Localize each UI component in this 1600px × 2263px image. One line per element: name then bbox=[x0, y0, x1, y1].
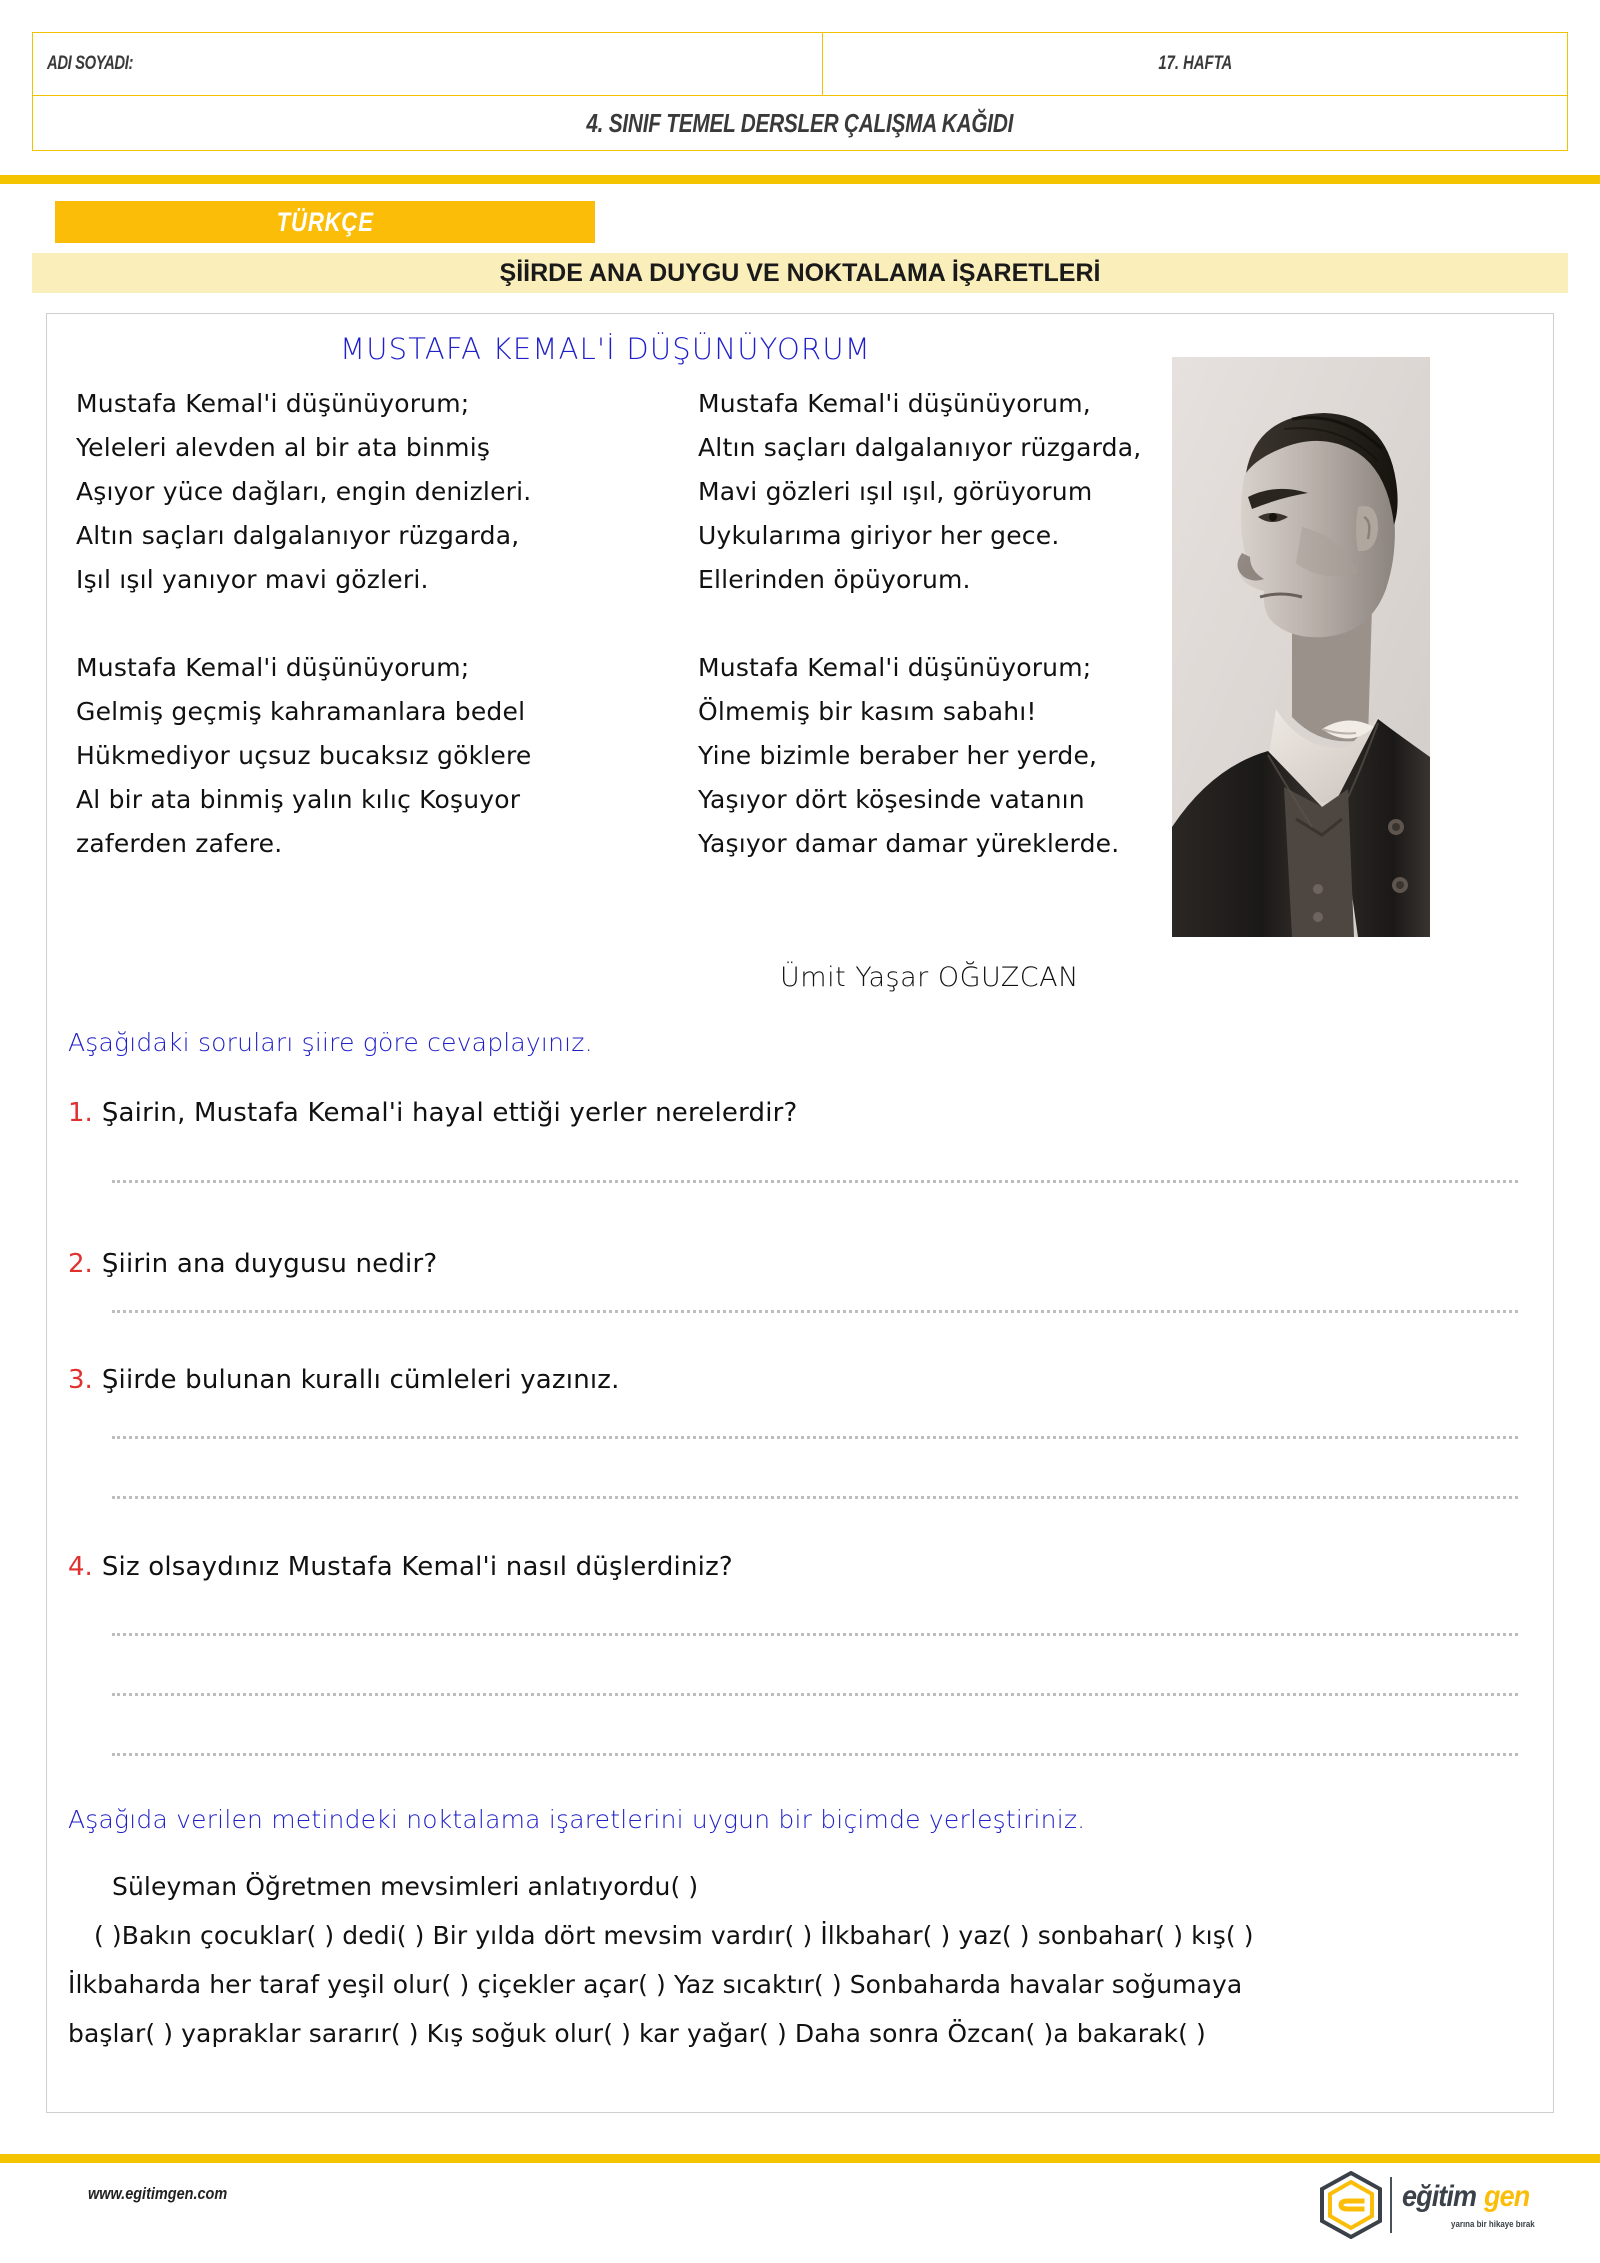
poem-line: Ölmemiş bir kasım sabahı! bbox=[698, 697, 1037, 726]
ataturk-portrait-photo bbox=[1172, 357, 1430, 937]
poem-line: Yeleleri alevden al bir ata binmiş bbox=[76, 433, 491, 462]
question-item bbox=[68, 1365, 620, 1395]
answer-line[interactable] bbox=[112, 1631, 1518, 1636]
portrait-illustration bbox=[1172, 357, 1430, 937]
poem-column-left bbox=[76, 382, 636, 866]
question-text: Siz olsaydınız Mustafa Kemal'i nasıl düşlerdiniz? bbox=[101, 1552, 733, 1582]
student-name-label: ADI SOYADI: bbox=[47, 53, 134, 74]
worksheet-header-table bbox=[32, 32, 1568, 151]
answer-line[interactable] bbox=[112, 1434, 1518, 1439]
question-number: 2. bbox=[68, 1249, 93, 1279]
poem-line: Mavi gözleri ışıl ışıl, görüyorum bbox=[698, 477, 1093, 506]
logo-tagline: yarına bir hikaye bırak bbox=[1451, 2218, 1535, 2229]
answer-line[interactable] bbox=[112, 1308, 1518, 1313]
answer-line[interactable] bbox=[112, 1691, 1518, 1696]
poem-line: Hükmediyor uçsuz bucaksız göklere bbox=[76, 741, 532, 770]
question-item bbox=[68, 1098, 798, 1128]
logo-divider bbox=[1390, 2177, 1392, 2233]
week-label: 17. HAFTA bbox=[1158, 53, 1232, 74]
question-item bbox=[68, 1552, 733, 1582]
punctuation-paragraph bbox=[68, 1862, 1488, 2058]
header-row-title bbox=[33, 96, 1567, 150]
logo-wordmark bbox=[1402, 2179, 1535, 2229]
punctuation-instruction: Aşağıda verilen metindeki noktalama işaretlerini uygun bir biçimde yerleştiriniz. bbox=[68, 1805, 1086, 1834]
poem-line: Mustafa Kemal'i düşünüyorum; bbox=[76, 389, 470, 418]
topic-bar-label: ŞİİRDE ANA DUYGU VE NOKTALAMA İŞARETLERİ bbox=[499, 258, 1101, 287]
subject-tag bbox=[55, 201, 595, 243]
subject-tag-label: TÜRKÇE bbox=[276, 206, 374, 237]
hexagon-e-logo-icon bbox=[1318, 2171, 1384, 2239]
logo-primary-word: eğitim bbox=[1402, 2179, 1477, 2213]
poem-line: Altın saçları dalgalanıyor rüzgarda, bbox=[76, 521, 520, 550]
poem-line: Işıl ışıl yanıyor mavi gözleri. bbox=[76, 565, 429, 594]
poem-line: Gelmiş geçmiş kahramanlara bedel bbox=[76, 697, 526, 726]
poem-line: Mustafa Kemal'i düşünüyorum, bbox=[698, 389, 1091, 418]
questions-instruction: Aşağıdaki soruları şiire göre cevaplayınız. bbox=[68, 1028, 593, 1057]
topic-bar bbox=[32, 253, 1568, 293]
question-text: Şiirde bulunan kurallı cümleleri yazınız. bbox=[101, 1365, 620, 1395]
question-text: Şairin, Mustafa Kemal'i hayal ettiği yerler nerelerdir? bbox=[101, 1098, 798, 1128]
poem-line: Altın saçları dalgalanıyor rüzgarda, bbox=[698, 433, 1142, 462]
poem-line: Mustafa Kemal'i düşünüyorum; bbox=[76, 653, 470, 682]
question-number: 4. bbox=[68, 1552, 93, 1582]
header-row-identity bbox=[33, 33, 1567, 96]
egitimgen-logo[interactable] bbox=[1318, 2168, 1536, 2242]
punctuation-line: ( )Bakın çocuklar( ) dedi( ) Bir yılda dört mevsim vardır( ) İlkbahar( ) yaz( ) sonbahar( ) kış( ) bbox=[94, 1921, 1254, 1950]
punctuation-line: başlar( ) yapraklar sararır( ) Kış soğuk olur( ) kar yağar( ) Daha sonra Özcan( )a bakarak( ) bbox=[68, 2019, 1206, 2048]
poem-stanza-gap bbox=[76, 602, 636, 646]
header-accent-rule bbox=[0, 175, 1600, 184]
poem-column-right bbox=[698, 382, 1218, 866]
poem-line: Yaşıyor dört köşesinde vatanın bbox=[698, 785, 1085, 814]
logo-secondary-word: gen bbox=[1484, 2179, 1530, 2213]
punctuation-line: İlkbaharda her taraf yeşil olur( ) çiçekler açar( ) Yaz sıcaktır( ) Sonbaharda havalar soğumaya bbox=[68, 1970, 1243, 1999]
question-item bbox=[68, 1249, 437, 1279]
poem-line: Uykularıma giriyor her gece. bbox=[698, 521, 1060, 550]
footer-accent-rule bbox=[0, 2154, 1600, 2163]
poem-stanza-gap bbox=[698, 602, 1218, 646]
poem-line: Yaşıyor damar damar yüreklerde. bbox=[698, 829, 1120, 858]
answer-line[interactable] bbox=[112, 1494, 1518, 1499]
question-number: 1. bbox=[68, 1098, 93, 1128]
poem-line: Al bir ata binmiş yalın kılıç Koşuyor bbox=[76, 785, 521, 814]
footer-website-url[interactable]: www.egitimgen.com bbox=[88, 2184, 228, 2203]
poem-line: zaferden zafere. bbox=[76, 829, 283, 858]
poem-line: Ellerinden öpüyorum. bbox=[698, 565, 971, 594]
poem-line: Aşıyor yüce dağları, engin denizleri. bbox=[76, 477, 532, 506]
question-number: 3. bbox=[68, 1365, 93, 1395]
poem-author: Ümit Yaşar OĞUZCAN bbox=[780, 962, 1079, 993]
answer-line[interactable] bbox=[112, 1178, 1518, 1183]
question-text: Şiirin ana duygusu nedir? bbox=[101, 1249, 438, 1279]
student-name-cell bbox=[33, 33, 823, 95]
poem-line: Mustafa Kemal'i düşünüyorum; bbox=[698, 653, 1092, 682]
punctuation-line: Süleyman Öğretmen mevsimleri anlatıyordu( ) bbox=[112, 1872, 699, 1901]
worksheet-title: 4. SINIF TEMEL DERSLER ÇALIŞMA KAĞIDI bbox=[586, 107, 1014, 138]
answer-line[interactable] bbox=[112, 1751, 1518, 1756]
week-cell bbox=[823, 33, 1567, 95]
poem-title: MUSTAFA KEMAL'İ DÜŞÜNÜYORUM bbox=[340, 332, 871, 366]
poem-line: Yine bizimle beraber her yerde, bbox=[698, 741, 1098, 770]
logo-word-row bbox=[1402, 2179, 1535, 2213]
